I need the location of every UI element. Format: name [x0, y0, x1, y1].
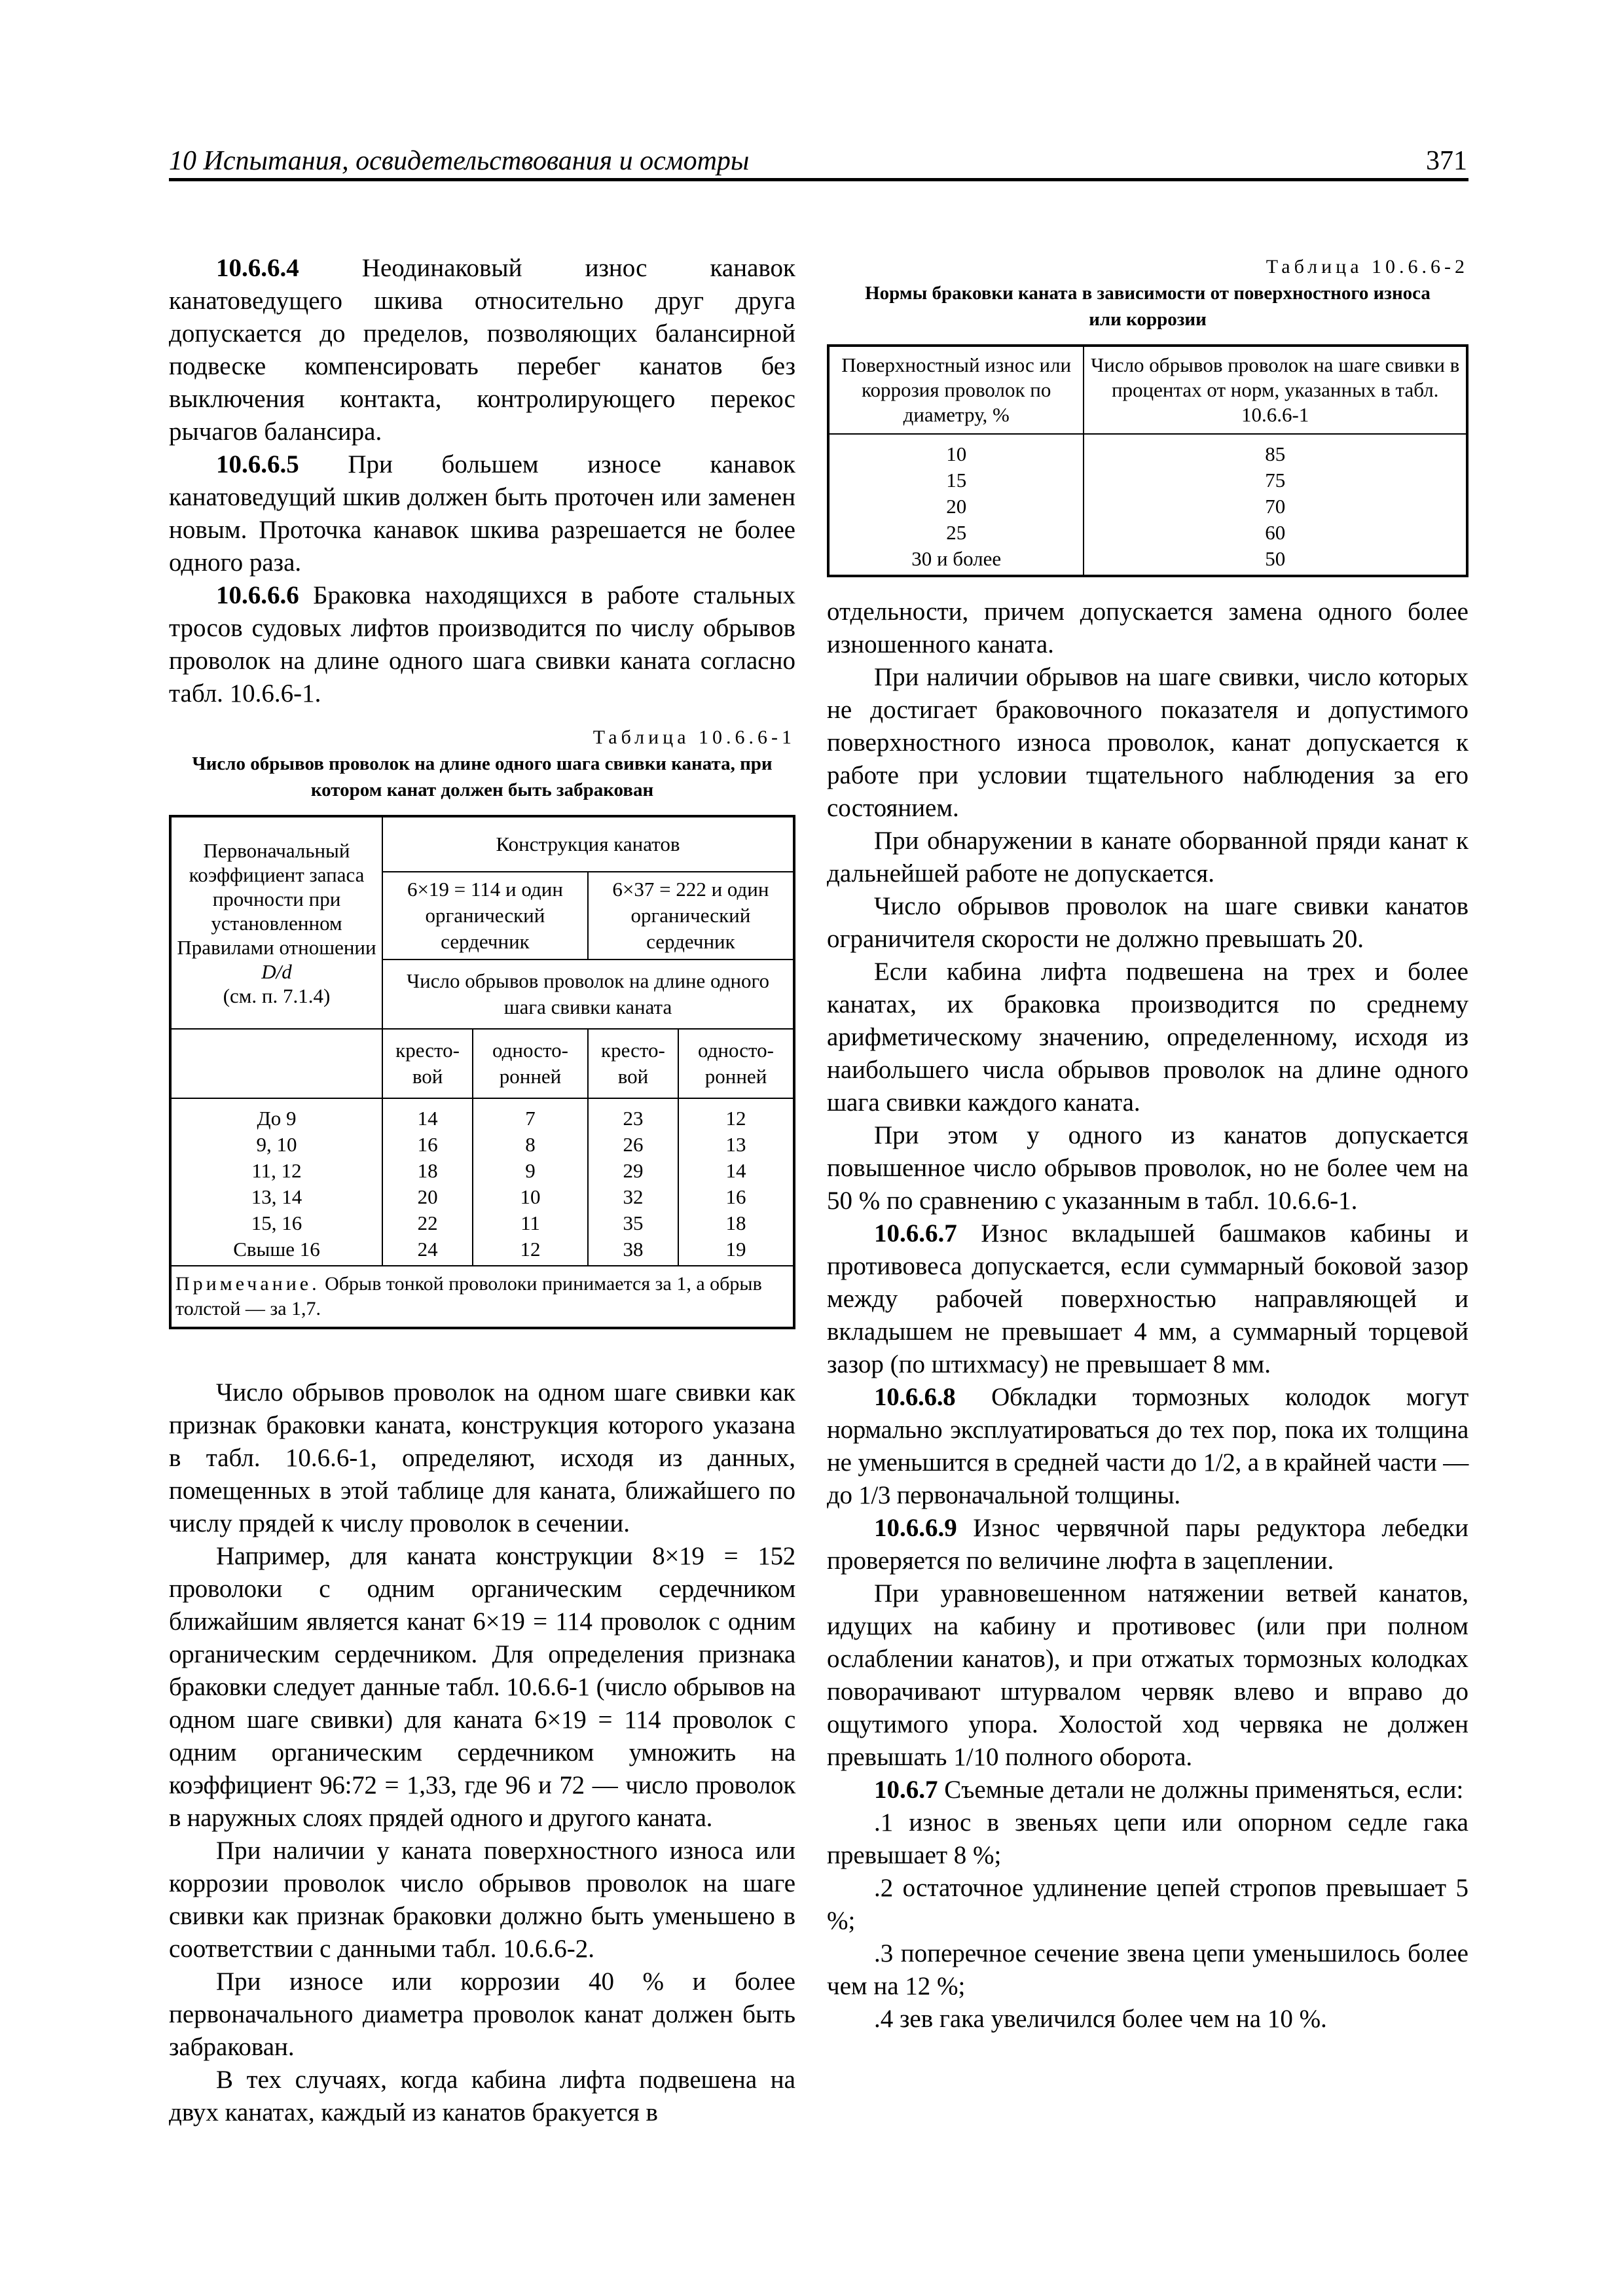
- cell-value: 9: [525, 1159, 536, 1182]
- paragraph-text: Износ червячной пары редуктора лебедки проверяется по величине люфта в зацеплении.: [827, 1514, 1468, 1575]
- header-text: Первоначальный коэффициент запаса прочности при установленном Правилами отношении: [177, 838, 376, 959]
- paragraph: При износе или коррозии 40 % и более первоначального диаметра проволок канат должен быть забракован.: [169, 1967, 795, 2061]
- clause-number: 10.6.6.5: [216, 450, 299, 478]
- cell-value: 30 и более: [911, 547, 1002, 570]
- cell-value: 12: [520, 1238, 541, 1261]
- header-cell: кресто-вой: [588, 1029, 678, 1098]
- paragraph: [827, 1217, 1468, 1381]
- note-label: Примечание.: [175, 1273, 320, 1295]
- cell-value: До 9: [257, 1107, 297, 1130]
- table-block: [827, 254, 1468, 577]
- clause-number: 10.6.6.8: [874, 1383, 956, 1411]
- paragraph: При этом у одного из канатов допускается повышенное число обрывов проволок, но не более чем на 50 % по сравнению с указанным в табл. 10.6.6-1.: [827, 1121, 1468, 1215]
- paragraph-text: Обкладки тормозных колодок могут нормально эксплуатироваться до тех пор, пока их толщина не уменьшится в средней части до 1/2, а в крайней части — до 1/3 первоначальной толщины.: [827, 1383, 1468, 1509]
- paragraph: [827, 1381, 1468, 1512]
- list-item: .4 зев гака увеличился более чем на 10 %.: [874, 2005, 1327, 2033]
- header-cell: односто-ронней: [678, 1029, 794, 1098]
- cell-value: 15, 16: [251, 1211, 302, 1234]
- clause-number: 10.6.6.6: [216, 581, 299, 609]
- paragraph: Число обрывов проволок на шаге свивки канатов ограничителя скорости не должно превышать 20.: [827, 892, 1468, 953]
- cell-value: 8: [525, 1133, 536, 1156]
- data-cell: [588, 1098, 678, 1266]
- cell-value: 16: [417, 1133, 438, 1156]
- list-item: .2 остаточное удлинение цепей стропов превышает 5 %;: [827, 1874, 1468, 1935]
- cell-value: 18: [417, 1159, 438, 1182]
- paragraph: При наличии у каната поверхностного износа или коррозии проволок число обрывов проволок на шаге свивки как признак браковки должно быть уменьшено в соответствии с данными табл. 10.6.6-2.: [169, 1837, 795, 1963]
- cell-value: 15: [946, 469, 967, 492]
- header-cell: [170, 1029, 382, 1098]
- clause-number: 10.6.6.7: [874, 1219, 957, 1247]
- table-caption: Таблица 10.6.6-2: [1266, 256, 1468, 278]
- paragraph: При обнаружении в канате оборванной пряди канат к дальнейшей работе не допускается.: [827, 827, 1468, 888]
- cell-value: 20: [417, 1185, 438, 1208]
- cell-value: 26: [623, 1133, 644, 1156]
- cell-value: 23: [623, 1107, 644, 1130]
- cell-value: 60: [1265, 521, 1286, 544]
- cell-value: 32: [623, 1185, 644, 1208]
- cell-value: 13: [725, 1133, 746, 1156]
- cell-value: Свыше 16: [233, 1238, 320, 1261]
- paragraph: При наличии обрывов на шаге свивки, число которых не достигает браковочного показателя и допустимого поверхностного износа проволок, канат допускается к работе при условии тщательного наблюдения за его состоянием.: [827, 663, 1468, 822]
- cell-value: 70: [1265, 495, 1286, 518]
- paragraph: [169, 579, 795, 710]
- right-column: [827, 254, 1468, 2036]
- cell-value: 75: [1265, 469, 1286, 492]
- data-cell: [473, 1098, 588, 1266]
- breaks-table: [169, 815, 795, 1329]
- paragraph-text: Съемные детали не должны применяться, если:: [938, 1776, 1464, 1804]
- cell-value: 22: [417, 1211, 438, 1234]
- header-text: (см. п. 7.1.4): [223, 984, 331, 1007]
- data-cell: [170, 1098, 382, 1266]
- cell-value: 12: [725, 1107, 746, 1130]
- paragraph: Число обрывов проволок на одном шаге свивки как признак браковки каната, конструкция которого указана в табл. 10.6.6-1, определяют, исходя из данных, помещенных в этой таблице для каната, ближайшего по числу прядей к числу проволок в сечении.: [169, 1378, 795, 1537]
- running-title: 10 Испытания, освидетельствования и осмотры: [169, 146, 750, 176]
- list-item: .1 износ в звеньях цепи или опорном седле гака превышает 8 %;: [827, 1808, 1468, 1869]
- cell-value: 25: [946, 521, 967, 544]
- header-cell: 6×19 = 114 и один органический сердечник: [382, 872, 588, 960]
- table-block: [169, 725, 795, 1329]
- table-title: Число обрывов проволок на длине одного шага свивки каната, при котором канат должен быть забракован: [192, 753, 773, 800]
- paragraph: отдельности, причем допускается замена одного более изношенного каната.: [827, 598, 1468, 658]
- note-text: Обрыв тонкой проволоки принимается за 1, а обрыв толстой — за 1,7.: [175, 1273, 762, 1319]
- cell-value: 24: [417, 1238, 438, 1261]
- cell-value: 50: [1265, 547, 1286, 570]
- header-cell: кресто-вой: [382, 1029, 473, 1098]
- clause-number: 10.6.6.4: [216, 254, 299, 282]
- header-cell: [170, 816, 382, 1029]
- paragraph: При уравновешенном натяжении ветвей канатов, идущих на кабину и противовес (или при полном ослаблении канатов), и при отжатых тормозных колодках поворачивают штурвалом червяк влево и вправо до ощутимого упора. Холостой ход червяка не должен превышать 1/10 полного оборота.: [827, 1579, 1468, 1771]
- paragraph-text: Неодинаковый износ канавок канатоведущего шкива относительно друг друга допускается до пределов, позволяющих балансирной подвеске компенсировать перебег канатов без выключения контакта, контролирующего перекос рычагов балансира.: [169, 254, 795, 446]
- paragraph: Например, для каната конструкции 8×19 = 152 проволоки с одним органическим сердечником ближайшим является канат 6×19 = 114 проволок с одним органическим сердечником. Для определения признака браковки следует данные табл. 10.6.6-1 (число обрывов на одном шаге свивки) для каната 6×19 = 114 проволок с одним органическим сердечником умножить на коэффициент 96:72 = 1,33, где 96 и 72 — число проволок в наружных слоях прядей одного и другого каната.: [169, 1542, 795, 1832]
- header-cell: Число обрывов проволок на шаге свивки в процентах от норм, указанных в табл. 10.6.6-1: [1084, 346, 1467, 434]
- cell-value: 14: [417, 1107, 438, 1130]
- page-header: [169, 145, 1468, 181]
- cell-value: 9, 10: [256, 1133, 297, 1156]
- cell-value: 85: [1265, 442, 1286, 465]
- paragraph: [827, 1512, 1468, 1577]
- cell-value: 29: [623, 1159, 644, 1182]
- clause-number: 10.6.7: [874, 1776, 938, 1804]
- data-cell: [1084, 434, 1467, 576]
- cell-value: 16: [725, 1185, 746, 1208]
- table-title: Нормы браковки каната в зависимости от поверхностного износа или коррозии: [865, 283, 1431, 330]
- left-column: [169, 252, 795, 2129]
- header-cell: 6×37 = 222 и один органический сердечник: [588, 872, 794, 960]
- header-cell: односто-ронней: [473, 1029, 588, 1098]
- paragraph: [827, 1774, 1468, 1806]
- cell-value: 11: [520, 1211, 540, 1234]
- header-text: D/d: [261, 960, 292, 983]
- cell-value: 10: [520, 1185, 541, 1208]
- table-caption: Таблица 10.6.6-1: [593, 726, 795, 748]
- cell-value: 7: [525, 1107, 536, 1130]
- paragraph-text: При большем износе канавок канатоведущий шкив должен быть проточен или заменен новым. Проточка канавок шкива разрешается не более одного раза.: [169, 450, 795, 577]
- table-note: [170, 1266, 794, 1328]
- header-cell: Конструкция канатов: [382, 816, 794, 872]
- list-item: .3 поперечное сечение звена цепи уменьшилось более чем на 12 %;: [827, 1939, 1468, 2000]
- paragraph-text: Браковка находящихся в работе стальных тросов судовых лифтов производится по числу обрывов проволок на длине одного шага свивки каната согласно табл. 10.6.6-1.: [169, 581, 795, 708]
- cell-value: 35: [623, 1211, 644, 1234]
- paragraph-text: Износ вкладышей башмаков кабины и противовеса допускается, если суммарный боковой зазор между рабочей поверхностью направляющей и вкладышем не превышает 4 мм, а суммарный торцевой зазор (по штихмасу) не превышает 8 мм.: [827, 1219, 1468, 1378]
- page-number: 371: [1426, 146, 1467, 176]
- cell-value: 19: [725, 1238, 746, 1261]
- cell-value: 14: [725, 1159, 746, 1182]
- cell-value: 20: [946, 495, 967, 518]
- cell-value: 38: [623, 1238, 644, 1261]
- data-cell: [828, 434, 1084, 576]
- cell-value: 11, 12: [251, 1159, 302, 1182]
- header-cell: Число обрывов проволок на длине одного шага свивки каната: [382, 960, 794, 1029]
- paragraph: В тех случаях, когда кабина лифта подвешена на двух канатах, каждый из канатов бракуется в: [169, 2066, 795, 2126]
- cell-value: 10: [946, 442, 967, 465]
- paragraph: Если кабина лифта подвешена на трех и более канатах, их браковка производится по среднему арифметическому значению, определенному, исходя из наибольшего числа обрывов проволок на длине одного шага свивки каждого каната.: [827, 958, 1468, 1117]
- cell-value: 18: [725, 1211, 746, 1234]
- paragraph: [169, 252, 795, 448]
- data-cell: [678, 1098, 794, 1266]
- clause-number: 10.6.6.9: [874, 1514, 957, 1542]
- corrosion-table: [827, 344, 1468, 577]
- paragraph: [169, 448, 795, 579]
- cell-value: 13, 14: [251, 1185, 302, 1208]
- header-cell: Поверхностный износ или коррозия проволок по диаметру, %: [828, 346, 1084, 434]
- data-cell: [382, 1098, 473, 1266]
